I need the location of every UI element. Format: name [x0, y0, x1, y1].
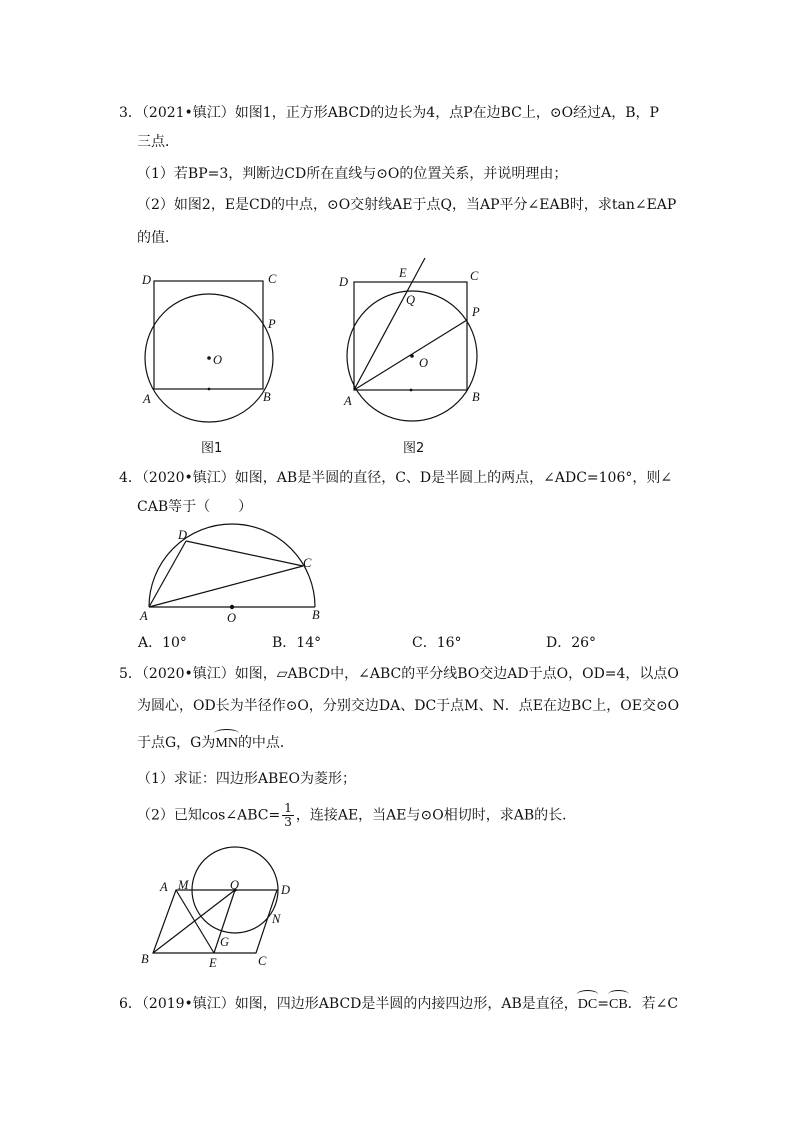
q5-label-C: C: [258, 954, 267, 968]
arc-dc: DC: [577, 997, 598, 1012]
q5-label-G: G: [220, 935, 230, 949]
q4-label-O: O: [227, 611, 237, 625]
q5-line2: 为圆心，OD长为半径作⊙O，分别交边DA、DC于点M、N．点E在边BC上，OE交⊙O: [137, 698, 680, 714]
q5-label-E: E: [209, 956, 217, 970]
fig2-caption: 图2: [403, 441, 425, 456]
arc-cb: CB: [608, 997, 628, 1012]
fraction-denominator: 3: [284, 815, 292, 829]
q6-eq: =: [597, 996, 609, 1012]
q3-part1: （1）若BP=3，判断边CD所在直线与⊙O的位置关系，并说明理由；: [137, 166, 568, 182]
q4-label-C: C: [303, 556, 312, 570]
q4-label-D: D: [178, 528, 188, 542]
q4-figure: [135, 520, 330, 628]
fig2-label-E: E: [399, 266, 407, 280]
q3-line1: 3．（2021•镇江）如图1，正方形ABCD的边长为4，点P在边BC上，⊙O经过A，B，P: [119, 105, 659, 121]
fig2-label-A: A: [344, 394, 352, 408]
q6-line1-b: ．若∠C: [627, 996, 679, 1012]
fig2-label-P: P: [472, 305, 480, 319]
fig1-label-B: B: [263, 390, 271, 404]
fig1-label-C: C: [268, 272, 277, 286]
fig2-label-D: D: [339, 275, 349, 289]
q5-line3-b: 的中点．: [237, 735, 294, 751]
q4-label-A: A: [140, 609, 148, 623]
fig1-label-P: P: [268, 317, 276, 331]
q4-option-c: C．16°: [412, 635, 462, 651]
q5-line3-a: 于点G，G为: [137, 735, 216, 751]
q6-line1-a: 6．（2019•镇江）如图，四边形ABCD是半圆的内接四边形，AB是直径，: [119, 996, 578, 1012]
q3-line2: 三点．: [137, 134, 179, 150]
q5-label-O: O: [230, 878, 240, 892]
q4-option-a: A．10°: [138, 635, 187, 651]
q4-option-d: D．26°: [546, 635, 597, 651]
fig1-label-O: O: [213, 353, 223, 367]
q4-line2: CAB等于（ ）: [137, 499, 253, 515]
q4-label-B: B: [312, 608, 320, 622]
fig1-caption: 图1: [201, 441, 223, 456]
fig2-label-B: B: [472, 390, 480, 404]
q6-line1: [119, 995, 678, 1014]
q5-part2: [137, 802, 576, 829]
fig2-label-O: O: [419, 356, 429, 370]
fig1-label-D: D: [142, 273, 152, 287]
fig2-label-Q: Q: [406, 293, 416, 307]
q4-line1: 4．（2020•镇江）如图，AB是半圆的直径，C、D是半圆上的两点，∠ADC=106°，则∠: [119, 470, 673, 486]
q4-option-b: B．14°: [272, 635, 322, 651]
q3-part2: （2）如图2，E是CD的中点，⊙O交射线AE于点Q，当AP平分∠EAB时，求tan∠EAP: [137, 197, 677, 213]
q5-figure: [135, 835, 295, 970]
q5-part1: （1）求证：四边形ABEO为菱形；: [137, 771, 357, 787]
q5-label-D: D: [281, 883, 291, 897]
fraction-numerator: 1: [284, 801, 292, 815]
fraction-one-third: [282, 802, 294, 829]
fig2-label-C: C: [470, 269, 479, 283]
q5-label-A: A: [160, 880, 168, 894]
q5-part2-b: ，连接AE，当AE与⊙O相切时，求AB的长．: [295, 807, 577, 824]
q5-label-N: N: [272, 912, 281, 926]
arc-mn: MN: [215, 736, 238, 751]
q3-figure1: [130, 262, 290, 462]
q5-label-M: M: [178, 878, 189, 892]
q5-label-B: B: [141, 952, 149, 966]
q5-part2-a: （2）已知cos∠ABC=: [137, 807, 281, 824]
q5-line3: [137, 734, 294, 753]
q3-figure2: [330, 255, 495, 462]
q5-line1: 5．（2020•镇江）如图，▱ABCD中，∠ABC的平分线BO交边AD于点O，OD=4，以点O: [119, 666, 679, 682]
fig1-label-A: A: [143, 392, 151, 406]
q3-line5: 的值．: [137, 230, 179, 246]
